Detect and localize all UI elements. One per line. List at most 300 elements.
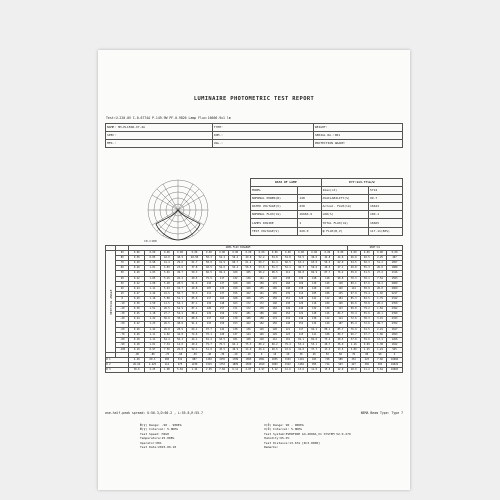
flux-value-cell: 55.6 <box>360 312 373 317</box>
nema-beam-type: NEMA Beam Type: Type 7 <box>360 411 403 415</box>
flux-value-cell: 2343 <box>387 317 403 322</box>
flux-value-cell: 76.9 <box>347 327 360 332</box>
flux-value-cell: 79.2 <box>360 307 373 312</box>
flux-value-cell: 49.7 <box>373 322 386 327</box>
flux-value-cell: 84.5 <box>360 296 373 301</box>
flux-value-cell: 50.4 <box>229 256 242 261</box>
flux-value-cell: 172 <box>229 312 242 317</box>
phi-value-cell: 36.6 <box>129 368 145 373</box>
phi-value-cell: 1191 <box>294 358 307 363</box>
flux-value-cell: 0.20 <box>129 271 145 276</box>
flux-column-header: -60 <box>173 352 186 357</box>
flux-column-header: 30 <box>294 352 307 357</box>
half-peak-spread: one-half-peak spread: U:56.3,D:60.2 , L:55.8,R:55.7 <box>105 411 203 415</box>
flux-value-cell: 87.7 <box>321 271 334 276</box>
condition-line: Test Distance:13.67m [R=3.0000] <box>264 440 320 445</box>
lamp-v1-cell: 230 <box>298 203 321 211</box>
flux-value-cell: 85.4 <box>347 322 360 327</box>
flux-value-cell: 132 <box>229 276 242 281</box>
flux-value-cell: 81.4 <box>202 337 215 342</box>
flux-value-cell: 0.98 <box>145 261 161 266</box>
flux-value-cell: 76.2 <box>334 271 347 276</box>
phi-value-cell: 1.24 <box>187 368 203 373</box>
flux-value-cell: 0.00 <box>294 251 307 256</box>
polar-caption: C0.C180 <box>144 239 157 243</box>
phi-value-cell: 365 <box>360 363 373 368</box>
flux-column-header: 90 <box>373 352 386 357</box>
flux-value-cell: 88.6 <box>187 317 203 322</box>
flux-value-cell: 3.19 <box>373 317 386 322</box>
flux-value-cell: 1.18 <box>145 312 161 317</box>
phi-label: Φ 3 <box>106 368 129 373</box>
phi-value-cell: 7.60 <box>373 358 386 363</box>
phi-value-cell: 1835 <box>268 358 281 363</box>
flux-value-cell: 40.5 <box>360 256 373 261</box>
flux-value-cell: 0.00 <box>387 251 403 256</box>
flux-value-cell: 1316 <box>387 271 403 276</box>
flux-value-cell: 51.1 <box>173 296 186 301</box>
flux-value-cell: 59.3 <box>187 271 203 276</box>
flux-value-cell: 54.4 <box>229 266 242 271</box>
flux-value-cell: 121 <box>308 296 321 301</box>
flux-value-cell: 0.00 <box>321 251 334 256</box>
lamp-data-table <box>250 178 403 236</box>
lamp-k2-cell: Imax(cd) <box>321 187 368 195</box>
flux-value-cell: 34.5 <box>360 327 373 332</box>
flux-value-cell: 34.7 <box>173 286 186 291</box>
flux-value-cell: 7.54 <box>373 276 386 281</box>
flux-value-cell: 44.6 <box>334 256 347 261</box>
flux-value-cell: 38.6 <box>173 317 186 322</box>
flux-value-cell: 75.5 <box>202 276 215 281</box>
flux-value-cell: 162 <box>242 291 255 296</box>
flux-value-cell: 138 <box>281 276 294 281</box>
flux-value-cell: 130 <box>321 307 334 312</box>
phi-value-cell: 114 <box>160 363 173 368</box>
flux-value-cell: 0.00 <box>216 251 229 256</box>
flux-value-cell: 52.1 <box>187 347 203 352</box>
phi-value-cell: 1230 <box>187 363 203 368</box>
flux-angle-cell: -60 <box>116 327 129 332</box>
flux-value-cell: 70.3 <box>347 276 360 281</box>
flux-value-cell: 55.3 <box>360 266 373 271</box>
flux-value-cell: 87.1 <box>187 302 203 307</box>
flux-value-cell: 54.8 <box>268 256 281 261</box>
flux-value-cell: 1266 <box>387 337 403 342</box>
flux-value-cell: 2009 <box>387 281 403 286</box>
flux-value-cell: 0.00 <box>308 251 321 256</box>
lamp-k1-cell: RATED VOLTAGE(V) <box>251 203 298 211</box>
flux-value-cell: 0.00 <box>281 251 294 256</box>
type-cell: TYPE: <box>212 124 313 132</box>
flux-value-cell: 0.00 <box>360 251 373 256</box>
flux-value-cell: 163 <box>216 317 229 322</box>
flux-value-cell: 49.6 <box>308 256 321 261</box>
flux-column-header: -50 <box>187 352 203 357</box>
product-info-table <box>105 123 403 148</box>
flux-value-cell: 172 <box>255 302 268 307</box>
flux-angle-cell: 20 <box>116 286 129 291</box>
flux-value-cell: 40.7 <box>294 266 307 271</box>
flux-value-cell: 99.8 <box>347 307 360 312</box>
flux-value-cell: 155 <box>255 286 268 291</box>
flux-angle-cell: -20 <box>116 307 129 312</box>
flux-angle-cell: 0 <box>116 296 129 301</box>
flux-value-cell: 101 <box>229 337 242 342</box>
flux-value-cell: 1.25 <box>360 347 373 352</box>
flux-value-cell: 162 <box>242 322 255 327</box>
flux-value-cell: 123 <box>281 332 294 337</box>
flux-value-cell: 2069 <box>387 286 403 291</box>
flux-value-cell: 1.08 <box>145 281 161 286</box>
flux-value-cell: 163 <box>216 296 229 301</box>
condition-line: Operator:001 <box>140 440 162 445</box>
flux-value-cell: 128 <box>308 276 321 281</box>
flux-value-cell: 40.5 <box>187 276 203 281</box>
test-conditions-right <box>264 423 351 449</box>
corner-cell <box>106 246 116 251</box>
flux-column-header: -30 <box>216 352 229 357</box>
flux-value-cell: 161 <box>255 291 268 296</box>
flux-value-cell: 67.6 <box>360 281 373 286</box>
flux-column-header: -20 <box>229 352 242 357</box>
flux-value-cell: 118 <box>334 281 347 286</box>
flux-value-cell: 94.2 <box>308 327 321 332</box>
lamp-data-header: DATA OF LAMP <box>251 179 322 187</box>
flux-column-header: 80 <box>360 352 373 357</box>
flux-value-cell: 0.22 <box>129 281 145 286</box>
flux-value-cell: 148 <box>281 322 294 327</box>
flux-value-cell: 108 <box>242 337 255 342</box>
phi-value-cell: 1555 <box>216 358 229 363</box>
flux-value-cell: 120 <box>321 281 334 286</box>
flux-value-cell: 1.16 <box>145 296 161 301</box>
flux-value-cell: 171 <box>229 307 242 312</box>
phi-value-cell: 332 <box>347 358 360 363</box>
flux-value-cell: 163 <box>268 307 281 312</box>
condition-line: Temperature:25.0DEG <box>140 436 175 441</box>
flux-value-cell: 50.3 <box>360 261 373 266</box>
flux-value-cell: 137 <box>216 291 229 296</box>
flux-value-cell: 175 <box>255 296 268 301</box>
flux-value-cell: 85.3 <box>347 296 360 301</box>
flux-value-cell: 119 <box>202 302 215 307</box>
lamp-v2-cell: 117.11(80%) <box>369 227 403 235</box>
condition-line: Φ(γ) Interval: 5.0DEG <box>140 427 178 432</box>
flux-value-cell: 92.1 <box>294 337 307 342</box>
flux-value-cell: 54.2 <box>173 312 186 317</box>
lamp-k1-cell: TEST VOLTAGE(V) <box>251 227 298 235</box>
flux-value-cell: 75.3 <box>242 342 255 347</box>
flux-value-cell: 117 <box>216 276 229 281</box>
phi-row <box>106 368 403 373</box>
flux-angle-cell: -10 <box>116 302 129 307</box>
lamp-v2-cell: 5714 <box>369 187 403 195</box>
phi-value-cell: 2.25 <box>145 368 161 373</box>
phi-value-cell: 5.64 <box>373 368 386 373</box>
flux-value-cell: 151 <box>294 322 307 327</box>
flux-value-cell: 158 <box>255 281 268 286</box>
flux-value-cell: 46.3 <box>321 266 334 271</box>
flux-value-cell: 88.1 <box>321 327 334 332</box>
lamp-data-row <box>251 211 403 219</box>
flux-value-cell: 48.7 <box>321 342 334 347</box>
flux-value-cell: 24.0 <box>242 347 255 352</box>
flux-value-cell: 159 <box>268 296 281 301</box>
flux-value-cell: 26.2 <box>173 276 186 281</box>
flux-value-cell: 0.85 <box>145 256 161 261</box>
flux-value-cell: 84.7 <box>334 312 347 317</box>
flux-value-cell: 172 <box>242 307 255 312</box>
flux-value-cell: 59.0 <box>347 271 360 276</box>
flux-column-header: 60 <box>334 352 347 357</box>
flux-value-cell: 115 <box>334 291 347 296</box>
flux-value-cell: 56.6 <box>308 266 321 271</box>
flux-value-cell: 79.3 <box>187 291 203 296</box>
flux-value-cell: 49.8 <box>347 266 360 271</box>
test-parameters: Test:U-220.0V I-0.6774A P-149.9W PF-0.9826 Lamp Flux:16666.9x1 lm <box>106 116 231 120</box>
flux-value-cell: 60.7 <box>255 261 268 266</box>
flux-value-cell: 1022 <box>387 342 403 347</box>
lamp-v2-cell: 16622 <box>369 203 403 211</box>
condition-line: Remarks: <box>264 445 279 450</box>
vertical-angle-label: VERTICAL ANGLE <box>106 251 116 353</box>
flux-value-cell: 1.05 <box>145 276 161 281</box>
flux-value-cell: 1.66 <box>373 332 386 337</box>
flux-value-cell: 0.00 <box>145 251 161 256</box>
phi-value-cell: 18.0 <box>347 368 360 373</box>
flux-value-cell: 53.6 <box>255 266 268 271</box>
flux-value-cell: 133 <box>216 286 229 291</box>
flux-value-cell: 66.5 <box>202 271 215 276</box>
phi-value-cell: 7.84 <box>216 368 229 373</box>
flux-value-cell: 119 <box>202 312 215 317</box>
flux-value-cell: 56.3 <box>173 337 186 342</box>
flux-value-cell: 168 <box>281 281 294 286</box>
flux-value-cell: 0.00 <box>173 251 186 256</box>
flux-value-cell: 82.4 <box>216 271 229 276</box>
flux-value-cell: 98.8 <box>334 276 347 281</box>
lamp-v1-cell <box>298 187 321 195</box>
flux-value-cell: 156 <box>216 312 229 317</box>
flux-value-cell: 1.01 <box>145 342 161 347</box>
flux-value-cell: 130 <box>308 317 321 322</box>
lamp-k2-cell: AVAILABILITY(%) <box>321 195 368 203</box>
flux-value-cell: 0.97 <box>145 347 161 352</box>
lamp-v1-cell: 16666.9 <box>298 211 321 219</box>
flux-value-cell: 2.25 <box>373 256 386 261</box>
phi-value-cell: 714 <box>321 363 334 368</box>
flux-value-cell: 54.1 <box>173 302 186 307</box>
phi-value-cell: 943 <box>308 358 321 363</box>
flux-value-cell: 61.4 <box>268 261 281 266</box>
flux-value-cell: 20.2 <box>373 302 386 307</box>
flux-value-cell: 168 <box>229 281 242 286</box>
flux-value-cell: 0.00 <box>334 251 347 256</box>
flux-value-cell: 45.5 <box>216 347 229 352</box>
flux-value-cell: 42.0 <box>294 347 307 352</box>
flux-value-cell: 0.00 <box>229 251 242 256</box>
flux-column-header: 50 <box>321 352 334 357</box>
flux-column-header: 10 <box>268 352 281 357</box>
flux-value-cell: 76.1 <box>202 332 215 337</box>
phi-value-cell: 1810 <box>255 363 268 368</box>
flux-value-cell: 44.1 <box>187 337 203 342</box>
flux-value-cell: 108 <box>321 332 334 337</box>
flux-value-cell: 155 <box>268 291 281 296</box>
flux-value-cell: 128 <box>294 296 307 301</box>
flux-value-cell: 75.2 <box>321 337 334 342</box>
phi-value-cell: 26.64 <box>129 363 145 368</box>
lamp-v2-cell: 100.1 <box>369 211 403 219</box>
flux-value-cell: 40.4 <box>255 347 268 352</box>
flux-value-cell: 0.29 <box>129 296 145 301</box>
mfr-cell: MFR.: <box>106 140 213 148</box>
flux-value-cell: 0.20 <box>129 261 145 266</box>
flux-value-cell: 63.0 <box>308 261 321 266</box>
phi-value-cell: 748 <box>321 358 334 363</box>
flux-value-cell: 0.27 <box>129 291 145 296</box>
flux-value-cell: 1.11 <box>145 332 161 337</box>
flux-value-cell: 150 <box>229 286 242 291</box>
dom-cell: DOM.: <box>212 132 313 140</box>
flux-value-cell: 128 <box>308 312 321 317</box>
efficacy: Eff:113.77lm/W <box>321 179 402 187</box>
flux-value-cell: 122 <box>294 312 307 317</box>
flux-value-cell: 117 <box>294 327 307 332</box>
flux-value-cell: 51.2 <box>373 261 386 266</box>
flux-value-cell: 0.22 <box>129 276 145 281</box>
flux-value-cell: 7.50 <box>160 347 173 352</box>
phi-value-cell: 955 <box>308 363 321 368</box>
flux-value-cell: 120 <box>216 332 229 337</box>
flux-value-cell: 62.0 <box>334 261 347 266</box>
flux-value-cell: 64.1 <box>187 327 203 332</box>
flux-value-cell: 26.1 <box>373 312 386 317</box>
phi-value-cell: 16622 <box>387 363 403 368</box>
flux-value-cell: 3.89 <box>347 347 360 352</box>
phi-value-cell: 11.0 <box>308 368 321 373</box>
flux-value-cell: 137 <box>229 332 242 337</box>
flux-value-cell: 134 <box>308 322 321 327</box>
phi-value-cell: 1809 <box>229 363 242 368</box>
flux-value-cell: 178 <box>255 307 268 312</box>
flux-value-cell: 79.7 <box>202 342 215 347</box>
flux-value-cell: 1.24 <box>373 347 386 352</box>
flux-value-cell: 174 <box>268 317 281 322</box>
flux-value-cell: 0.00 <box>242 251 255 256</box>
flux-value-cell: 91.4 <box>187 322 203 327</box>
phi-value-cell: 475 <box>173 363 186 368</box>
phi-value-cell: 223 <box>360 358 373 363</box>
flux-value-cell: 129 <box>255 327 268 332</box>
flux-value-cell: 0.19 <box>129 347 145 352</box>
flux-value-cell: 60.7 <box>229 261 242 266</box>
flux-value-cell: 89.7 <box>334 332 347 337</box>
flux-value-cell: 48.5 <box>268 347 281 352</box>
flux-value-cell: 52.2 <box>255 256 268 261</box>
flux-value-cell: 130 <box>308 281 321 286</box>
phi-value-cell: 12.6 <box>281 368 294 373</box>
flux-value-cell: 172 <box>242 302 255 307</box>
flux-value-cell: 48.58 <box>187 256 203 261</box>
lamp-k1-cell: MODEL <box>251 187 298 195</box>
flux-value-cell: 26.8 <box>373 286 386 291</box>
flux-value-cell: 86.8 <box>294 271 307 276</box>
flux-value-cell: 114 <box>334 317 347 322</box>
flux-value-cell: 128 <box>268 327 281 332</box>
flux-value-cell: 141 <box>255 276 268 281</box>
lamp-k2-cell: TOTAL FLUX(lm) <box>321 219 368 227</box>
flux-value-cell: 0.00 <box>160 251 173 256</box>
flux-value-cell: 148 <box>216 302 229 307</box>
flux-column-header: -40 <box>202 352 215 357</box>
flux-value-cell: 0.18 <box>129 342 145 347</box>
flux-angle-cell: -90 <box>116 342 129 347</box>
flux-value-cell: 1.79 <box>373 296 386 301</box>
flux-value-cell: 138 <box>281 302 294 307</box>
flux-value-cell: 64.1 <box>229 342 242 347</box>
flux-value-cell: 117 <box>202 317 215 322</box>
spec-cell: SPEC: <box>106 132 213 140</box>
flux-value-cell: 0.50 <box>129 256 145 261</box>
lamp-data-row <box>251 227 403 235</box>
flux-diagram-header: AREA FLUX DIAGRAM <box>129 246 347 251</box>
flux-value-cell: 110 <box>202 281 215 286</box>
flux-value-cell: 1.51 <box>145 307 161 312</box>
flux-value-cell: 168 <box>242 296 255 301</box>
flux-column-header: -90 <box>129 352 145 357</box>
flux-value-cell: 129 <box>268 332 281 337</box>
flux-value-cell: 1.22 <box>145 317 161 322</box>
flux-value-cell: 1080 <box>387 266 403 271</box>
flux-value-cell: 56.5 <box>321 261 334 266</box>
flux-value-cell: 118 <box>321 276 334 281</box>
condition-line: Test Date:2015-09-10 <box>140 445 177 450</box>
flux-value-cell: 79.4 <box>281 342 294 347</box>
condition-line: Humidity:65.0% <box>264 436 290 441</box>
flux-value-cell: 78.8 <box>360 302 373 307</box>
flux-value-cell: 138 <box>294 286 307 291</box>
flux-value-cell: 189 <box>255 312 268 317</box>
condition-line: Test System:EVERFINE GO-2000A_V1 SYSTEM V2.0.279 <box>264 431 351 436</box>
flux-value-cell: 0.99 <box>360 342 373 347</box>
flux-value-cell: 132 <box>308 307 321 312</box>
flux-value-cell: 130 <box>294 276 307 281</box>
flux-value-cell: 34.2 <box>373 281 386 286</box>
flux-value-cell: 2352 <box>387 322 403 327</box>
flux-value-cell: 52.2 <box>216 256 229 261</box>
flux-value-cell: 1.42 <box>145 327 161 332</box>
flux-value-cell: 51.6 <box>187 281 203 286</box>
flux-value-cell: 0.20 <box>129 327 145 332</box>
flux-value-cell: 0.25 <box>129 312 145 317</box>
flux-value-cell: 7.34 <box>160 342 173 347</box>
flux-value-cell: 1.92 <box>373 291 386 296</box>
lamp-k2-cell: LOR(%) <box>321 211 368 219</box>
flux-value-cell: 111 <box>202 291 215 296</box>
flux-value-cell: 52.1 <box>281 266 294 271</box>
flux-value-cell: 96.6 <box>347 302 360 307</box>
serial-cell: SERIAL No.:001 <box>313 132 402 140</box>
flux-value-cell: 105 <box>242 271 255 276</box>
flux-value-cell: 120 <box>202 307 215 312</box>
flux-value-cell: 120 <box>321 322 334 327</box>
flux-value-cell: 120 <box>321 286 334 291</box>
flux-value-cell: 104 <box>334 296 347 301</box>
flux-value-cell: 48.8 <box>173 322 186 327</box>
phi-value-cell: 1522 <box>281 363 294 368</box>
